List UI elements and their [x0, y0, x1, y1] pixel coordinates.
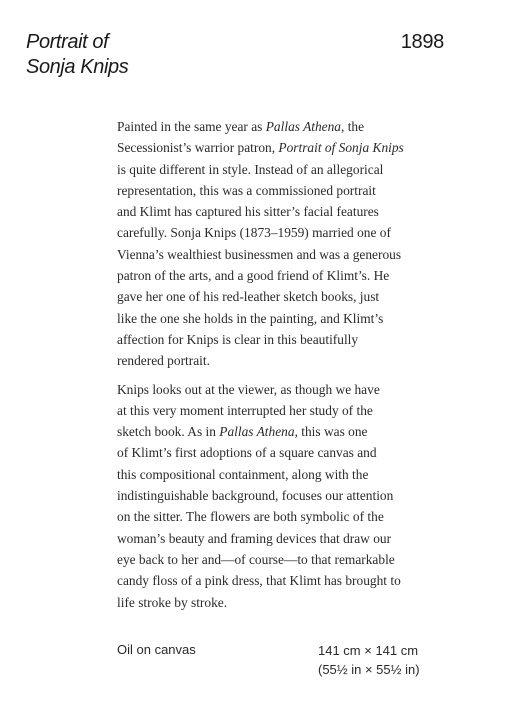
- text-segment: sketch book. As in: [117, 424, 220, 440]
- text-segment: Knips looks out at the viewer, as though we have: [117, 381, 380, 397]
- text-line: [117, 180, 457, 201]
- description-paragraph-2: [117, 379, 457, 613]
- text-segment: woman’s beauty and framing devices that draw our: [117, 530, 392, 546]
- dimensions-imperial: (55½ in × 55½ in): [318, 662, 420, 677]
- text-line: [117, 400, 457, 421]
- description-paragraph-1: [117, 116, 457, 372]
- text-line: [117, 308, 457, 329]
- text-segment: on the sitter. The flowers are both symbolic of the: [117, 509, 384, 525]
- text-segment: candy floss of a pink dress, that Klimt has brought to: [117, 573, 401, 589]
- text-line: [117, 159, 457, 180]
- italic-title-reference: Pallas Athena: [219, 424, 295, 440]
- text-segment: this compositional containment, along with the: [117, 466, 369, 482]
- text-segment: at this very moment interrupted her study of the: [117, 402, 373, 418]
- text-line: [117, 201, 457, 222]
- text-segment: is quite different in style. Instead of an allegorical: [117, 161, 384, 177]
- artwork-title-line-1: Portrait of: [26, 31, 109, 53]
- text-segment: Secessionist’s warrior patron,: [117, 140, 279, 156]
- text-line: [117, 265, 457, 286]
- text-segment: eye back to her and—of course—to that remarkable: [117, 551, 395, 567]
- text-line: [117, 329, 457, 350]
- artwork-year: 1898: [400, 31, 444, 53]
- text-line: [117, 421, 457, 442]
- text-line: [117, 222, 457, 243]
- text-segment: , the: [341, 119, 365, 134]
- text-line: [117, 485, 457, 506]
- text-segment: carefully. Sonja Knips (1873–1959) married one of: [117, 225, 391, 241]
- text-line: [117, 379, 457, 400]
- text-segment: Painted in the same year as: [117, 119, 266, 134]
- text-segment: representation, this was a commissioned portrait: [117, 182, 376, 198]
- text-segment: rendered portrait.: [117, 353, 210, 369]
- text-segment: gave her one of his red-leather sketch books, just: [117, 289, 380, 305]
- text-line: [117, 570, 457, 591]
- text-line: [117, 506, 457, 527]
- text-segment: life stroke by stroke.: [117, 594, 228, 610]
- text-segment: and Klimt has captured his sitter’s facial features: [117, 204, 379, 220]
- artwork-dimensions: [318, 641, 420, 679]
- text-segment: of Klimt’s first adoptions of a square canvas and: [117, 445, 377, 461]
- text-segment: like the one she holds in the painting, and Klimt’s: [117, 310, 384, 326]
- text-segment: indistinguishable background, focuses our attention: [117, 488, 394, 504]
- text-segment: Vienna’s wealthiest businessmen and was a generous: [117, 246, 402, 262]
- italic-title-reference: Pallas Athena: [265, 119, 342, 134]
- dimensions-metric: 141 cm × 141 cm: [318, 643, 419, 658]
- description-text: [117, 116, 457, 613]
- text-segment: affection for Knips is clear in this beautifully: [117, 331, 359, 347]
- text-line: [117, 442, 457, 463]
- artwork-medium: Oil on canvas: [117, 642, 196, 657]
- artwork-title-line-2: Sonja Knips: [26, 56, 129, 78]
- text-line: [117, 528, 457, 549]
- text-line: [117, 592, 457, 613]
- text-segment: , this was one: [294, 424, 368, 440]
- text-segment: patron of the arts, and a good friend of Klimt’s. He: [117, 268, 390, 284]
- artwork-title: [26, 30, 246, 80]
- text-line: [117, 549, 457, 570]
- text-line: [117, 116, 457, 137]
- text-line: [117, 286, 457, 307]
- text-line: [117, 350, 457, 371]
- italic-title-reference: Portrait of Sonja Knips: [278, 140, 404, 156]
- text-line: [117, 244, 457, 265]
- text-line: [117, 464, 457, 485]
- text-line: [117, 137, 457, 158]
